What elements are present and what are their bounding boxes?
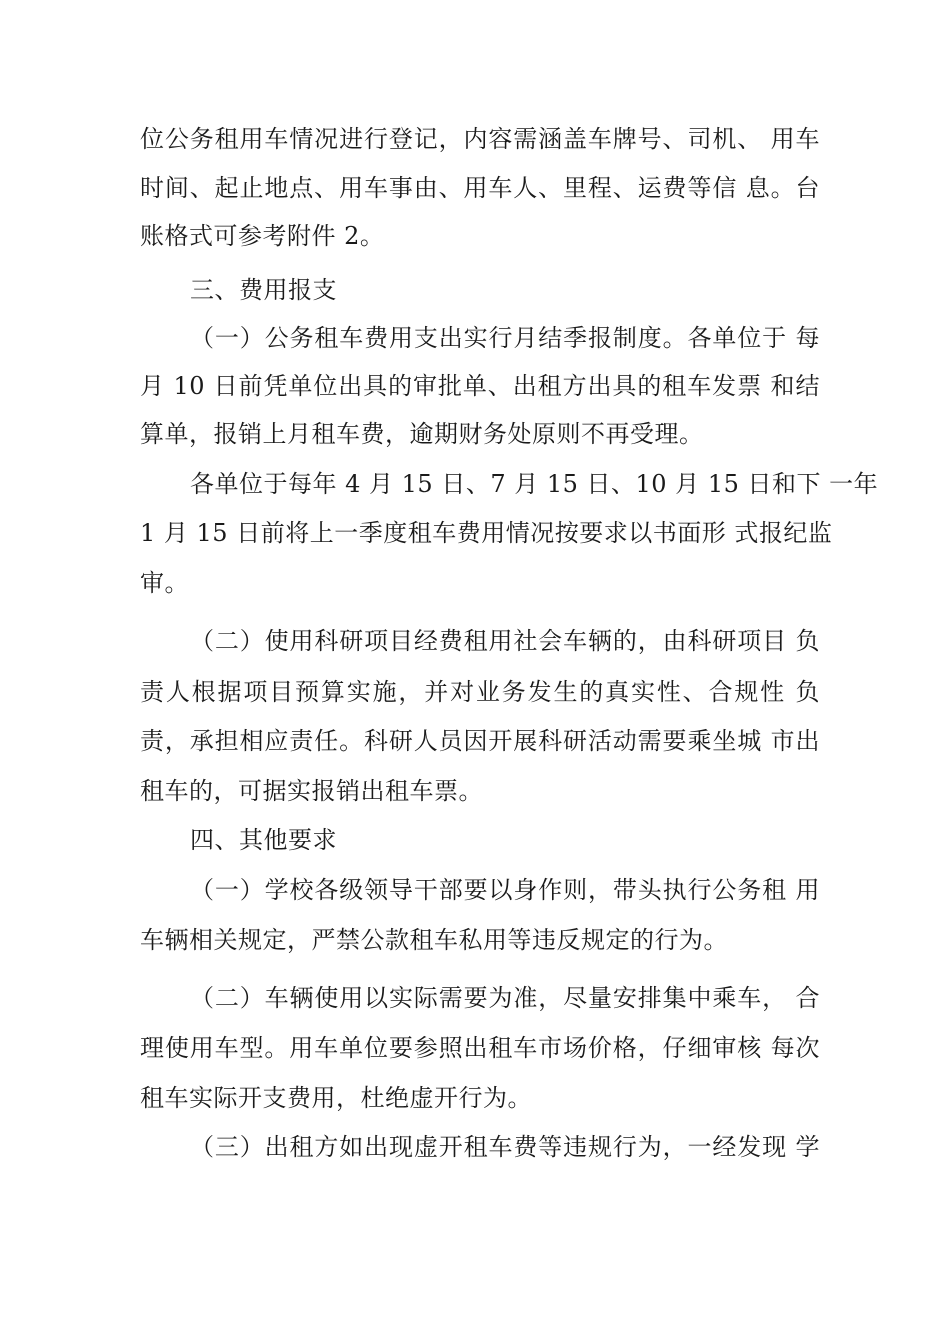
body-line: 理使用车型。用车单位要参照出租车市场价格，仔细审核 每次 [140, 1034, 820, 1062]
paragraph-first-line: 各单位于每年 4 月 15 日、7 月 15 日、10 月 15 日和下 一年 [190, 470, 879, 498]
body-line: 责，承担相应责任。科研人员因开展科研活动需要乘坐城 市出 [140, 727, 820, 755]
paragraph-first-line: （一）公务租车费用支出实行月结季报制度。各单位于 每 [190, 324, 820, 352]
body-line: 月 10 日前凭单位出具的审批单、出租方出具的租车发票 和结 [140, 372, 820, 400]
body-line: 责人根据项目预算实施，并对业务发生的真实性、合规性 负 [140, 678, 820, 706]
body-line: 时间、起止地点、用车事由、用车人、里程、运费等信 息。台 [140, 174, 820, 202]
paragraph-first-line: （二）车辆使用以实际需要为准，尽量安排集中乘车， 合 [190, 984, 820, 1012]
paragraph-first-line: （二）使用科研项目经费租用社会车辆的，由科研项目 负 [190, 627, 820, 655]
body-line: 算单，报销上月租车费，逾期财务处原则不再受理。 [140, 420, 704, 448]
body-line: 租车实际开支费用，杜绝虚开行为。 [140, 1084, 532, 1112]
body-line: 审。 [140, 569, 189, 597]
body-line: 账格式可参考附件 2。 [140, 222, 385, 250]
body-line: 1 月 15 日前将上一季度租车费用情况按要求以书面形 式报纪监 [140, 519, 833, 547]
section-heading: 三、费用报支 [190, 276, 337, 304]
paragraph-first-line: （三）出租方如出现虚开租车费等违规行为，一经发现 学 [190, 1133, 820, 1161]
section-heading: 四、其他要求 [190, 826, 337, 854]
paragraph-first-line: （一）学校各级领导干部要以身作则，带头执行公务租 用 [190, 876, 820, 904]
body-line: 位公务租用车情况进行登记，内容需涵盖车牌号、司机、 用车 [140, 125, 820, 153]
body-line: 车辆相关规定，严禁公款租车私用等违反规定的行为。 [140, 926, 728, 954]
body-line: 租车的，可据实报销出租车票。 [140, 777, 483, 805]
